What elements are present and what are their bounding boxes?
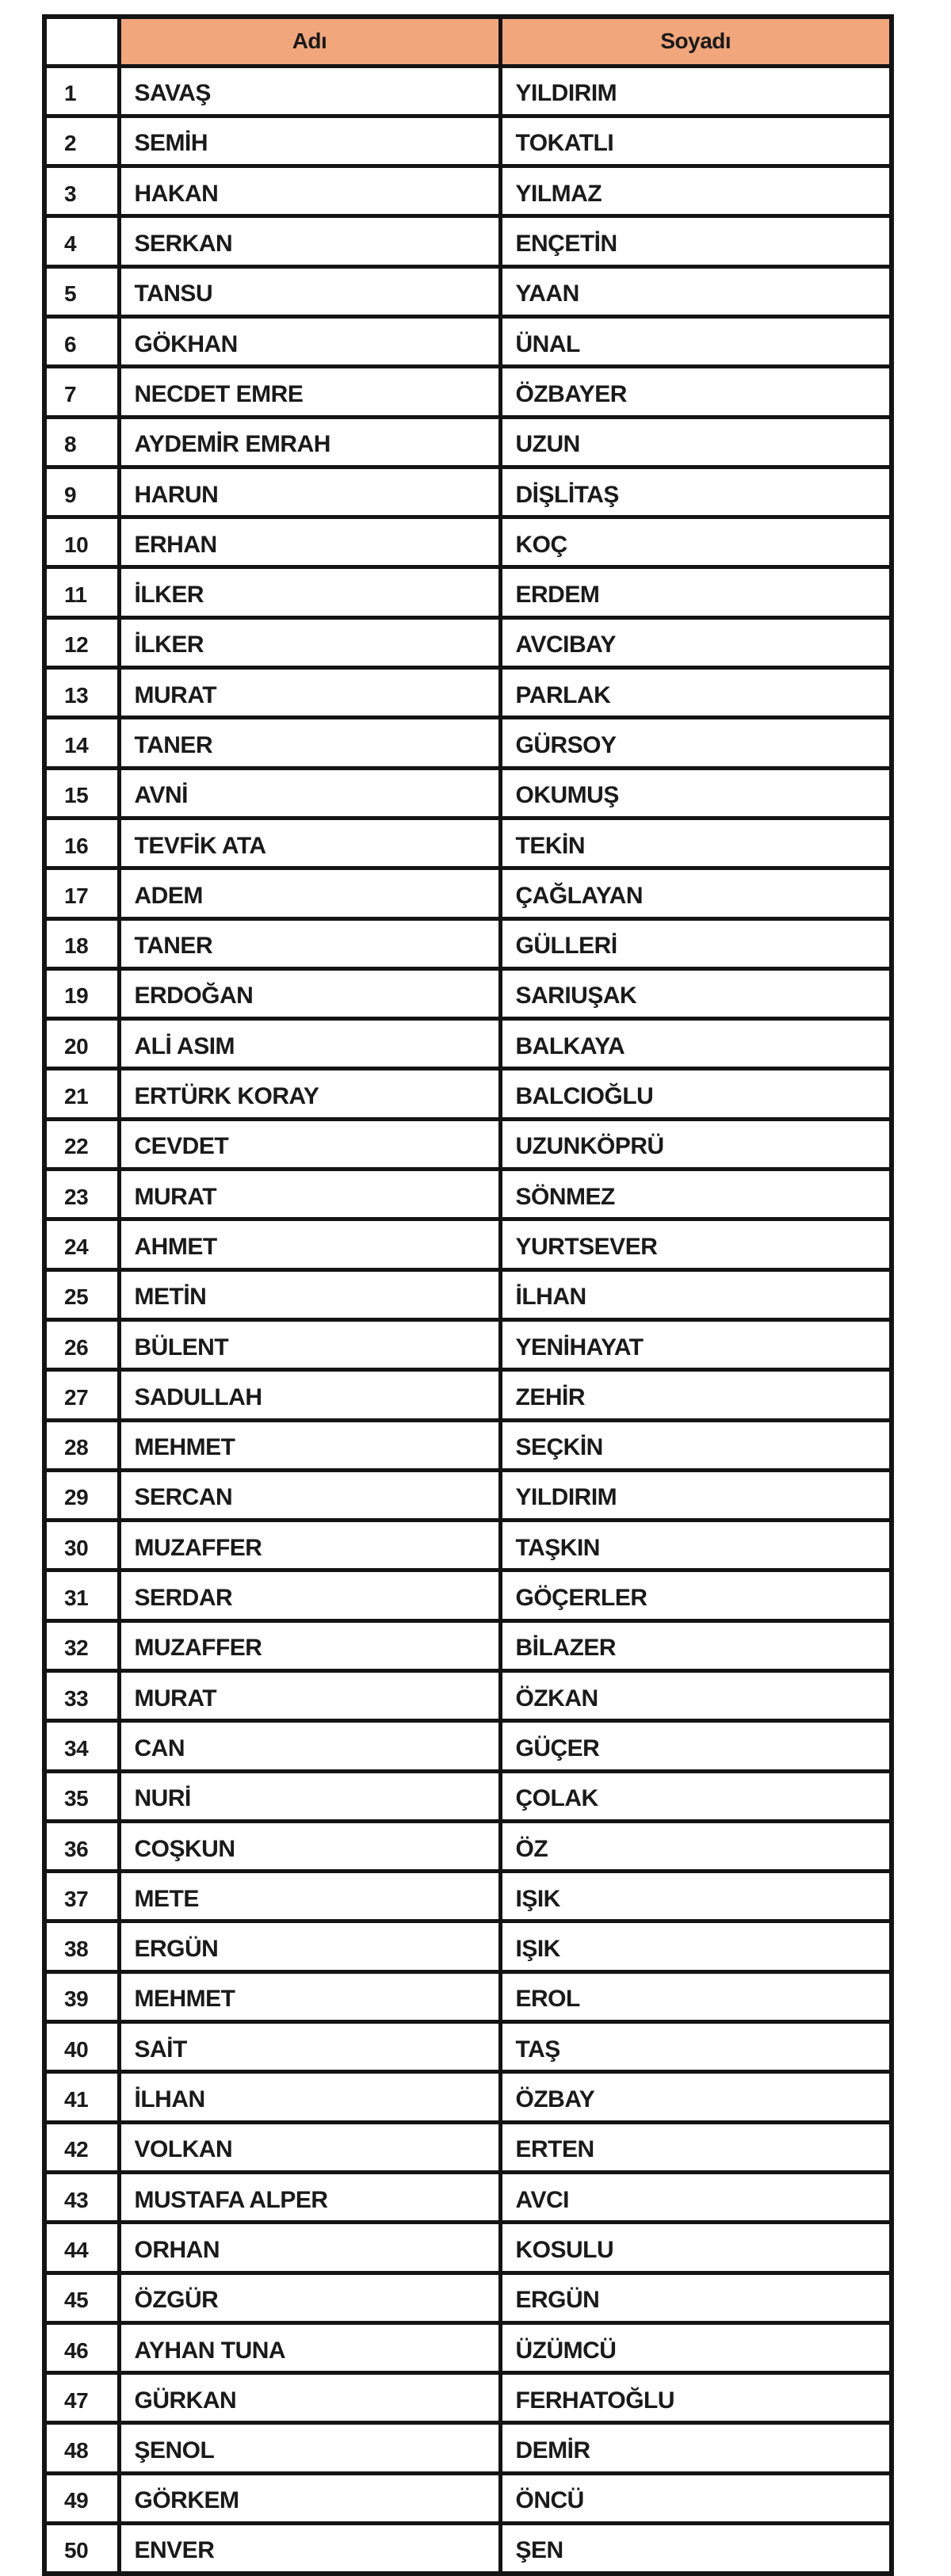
table-row — [44, 1771, 892, 1821]
row-number-cell: 26 — [44, 1319, 119, 1369]
first-name-cell: SAVAŞ — [119, 66, 500, 116]
table-row — [44, 1420, 892, 1470]
row-number-cell: 19 — [44, 968, 119, 1018]
first-name-cell: İLKER — [119, 617, 500, 667]
last-name-cell: GÜÇER — [500, 1721, 892, 1771]
last-name-cell: TAŞKIN — [500, 1521, 892, 1570]
row-number-cell: 17 — [44, 868, 119, 918]
first-name-cell: TEVFİK ATA — [119, 818, 500, 868]
row-number-cell: 35 — [44, 1771, 119, 1821]
table-row — [44, 2273, 892, 2322]
last-name-cell: AVCI — [500, 2172, 892, 2222]
table-row — [44, 1170, 892, 1219]
table-row — [44, 316, 892, 366]
row-number-cell: 23 — [44, 1170, 119, 1219]
row-number-cell: 20 — [44, 1019, 119, 1069]
header-cell-last-name: Soyadı — [500, 17, 892, 66]
header-cell-corner — [44, 17, 119, 66]
row-number-cell: 6 — [44, 316, 119, 366]
table-row — [44, 2022, 892, 2072]
first-name-cell: MURAT — [119, 1671, 500, 1721]
last-name-cell: ERDEM — [500, 567, 892, 617]
first-name-cell: ORHAN — [119, 2223, 500, 2273]
table-row — [44, 116, 892, 166]
table-row — [44, 66, 892, 116]
row-number-cell: 37 — [44, 1872, 119, 1922]
last-name-cell: UZUNKÖPRÜ — [500, 1119, 892, 1169]
table-row — [44, 868, 892, 918]
last-name-cell: ERTEN — [500, 2122, 892, 2172]
table-row — [44, 517, 892, 567]
last-name-cell: ŞEN — [500, 2524, 892, 2574]
row-number-cell: 46 — [44, 2322, 119, 2372]
row-number-cell: 8 — [44, 417, 119, 467]
first-name-cell: SAİT — [119, 2022, 500, 2072]
last-name-cell: GÖÇERLER — [500, 1570, 892, 1620]
row-number-cell: 32 — [44, 1620, 119, 1670]
first-name-cell: TANER — [119, 918, 500, 968]
table-row — [44, 467, 892, 517]
first-name-cell: ERHAN — [119, 517, 500, 567]
table-row — [44, 1370, 892, 1420]
first-name-cell: ERDOĞAN — [119, 968, 500, 1018]
first-name-cell: SEMİH — [119, 116, 500, 166]
last-name-cell: ÖZBAY — [500, 2072, 892, 2122]
last-name-cell: SÖNMEZ — [500, 1170, 892, 1219]
first-name-cell: HAKAN — [119, 166, 500, 216]
row-number-cell: 24 — [44, 1219, 119, 1269]
last-name-cell: BALKAYA — [500, 1019, 892, 1069]
row-number-cell: 39 — [44, 1971, 119, 2021]
first-name-cell: GÜRKAN — [119, 2373, 500, 2423]
last-name-cell: ÜZÜMCÜ — [500, 2322, 892, 2372]
table-row — [44, 1971, 892, 2021]
row-number-cell: 40 — [44, 2022, 119, 2072]
first-name-cell: AHMET — [119, 1219, 500, 1269]
first-name-cell: MURAT — [119, 668, 500, 718]
row-number-cell: 48 — [44, 2423, 119, 2473]
row-number-cell: 16 — [44, 818, 119, 868]
table-row — [44, 1269, 892, 1319]
row-number-cell: 11 — [44, 567, 119, 617]
last-name-cell: YILDIRIM — [500, 66, 892, 116]
row-number-cell: 50 — [44, 2524, 119, 2574]
row-number-cell: 22 — [44, 1119, 119, 1169]
last-name-cell: IŞIK — [500, 1872, 892, 1922]
last-name-cell: ÇOLAK — [500, 1771, 892, 1821]
row-number-cell: 3 — [44, 166, 119, 216]
header-cell-first-name: Adı — [119, 17, 500, 66]
last-name-cell: PARLAK — [500, 668, 892, 718]
first-name-cell: ENVER — [119, 2524, 500, 2574]
last-name-cell: ÜNAL — [500, 316, 892, 366]
document-page — [42, 14, 894, 2576]
row-number-cell: 36 — [44, 1821, 119, 1871]
last-name-cell: SEÇKİN — [500, 1420, 892, 1470]
row-number-cell: 44 — [44, 2223, 119, 2273]
table-row — [44, 2223, 892, 2273]
last-name-cell: DEMİR — [500, 2423, 892, 2473]
first-name-cell: MUSTAFA ALPER — [119, 2172, 500, 2222]
last-name-cell: TOKATLI — [500, 116, 892, 166]
last-name-cell: BİLAZER — [500, 1620, 892, 1670]
first-name-cell: GÖRKEM — [119, 2473, 500, 2523]
last-name-cell: YURTSEVER — [500, 1219, 892, 1269]
first-name-cell: ERGÜN — [119, 1922, 500, 1971]
last-name-cell: ENÇETİN — [500, 216, 892, 266]
table-row — [44, 216, 892, 266]
first-name-cell: METİN — [119, 1269, 500, 1319]
last-name-cell: ÖZ — [500, 1821, 892, 1871]
table-row — [44, 1872, 892, 1922]
last-name-cell: GÜRSOY — [500, 718, 892, 768]
table-row — [44, 266, 892, 316]
row-number-cell: 12 — [44, 617, 119, 667]
table-row — [44, 968, 892, 1018]
table-row — [44, 2072, 892, 2122]
first-name-cell: TANSU — [119, 266, 500, 316]
row-number-cell: 25 — [44, 1269, 119, 1319]
first-name-cell: HARUN — [119, 467, 500, 517]
row-number-cell: 21 — [44, 1069, 119, 1119]
table-row — [44, 668, 892, 718]
row-number-cell: 33 — [44, 1671, 119, 1721]
table-body — [44, 66, 892, 2574]
row-number-cell: 41 — [44, 2072, 119, 2122]
last-name-cell: UZUN — [500, 417, 892, 467]
table-row — [44, 2322, 892, 2372]
table-row — [44, 918, 892, 968]
first-name-cell: SERDAR — [119, 1570, 500, 1620]
first-name-cell: İLHAN — [119, 2072, 500, 2122]
last-name-cell: KOÇ — [500, 517, 892, 567]
table-row — [44, 166, 892, 216]
last-name-cell: ZEHİR — [500, 1370, 892, 1420]
first-name-cell: VOLKAN — [119, 2122, 500, 2172]
table-row — [44, 1721, 892, 1771]
row-number-cell: 34 — [44, 1721, 119, 1771]
table-row — [44, 2524, 892, 2574]
row-number-cell: 2 — [44, 116, 119, 166]
row-number-cell: 13 — [44, 668, 119, 718]
row-number-cell: 28 — [44, 1420, 119, 1470]
first-name-cell: MURAT — [119, 1170, 500, 1219]
row-number-cell: 31 — [44, 1570, 119, 1620]
last-name-cell: ÇAĞLAYAN — [500, 868, 892, 918]
table-row — [44, 2172, 892, 2222]
last-name-cell: TAŞ — [500, 2022, 892, 2072]
first-name-cell: TANER — [119, 718, 500, 768]
table-row — [44, 1620, 892, 1670]
row-number-cell: 43 — [44, 2172, 119, 2222]
table-row — [44, 818, 892, 868]
row-number-cell: 5 — [44, 266, 119, 316]
row-number-cell: 45 — [44, 2273, 119, 2322]
table-row — [44, 2423, 892, 2473]
table-row — [44, 768, 892, 818]
table-row — [44, 1671, 892, 1721]
last-name-cell: İLHAN — [500, 1269, 892, 1319]
first-name-cell: COŞKUN — [119, 1821, 500, 1871]
table-row — [44, 2473, 892, 2523]
last-name-cell: YILDIRIM — [500, 1470, 892, 1520]
row-number-cell: 1 — [44, 66, 119, 116]
first-name-cell: ŞENOL — [119, 2423, 500, 2473]
first-name-cell: NURİ — [119, 1771, 500, 1821]
row-number-cell: 7 — [44, 367, 119, 417]
header-row — [44, 17, 892, 66]
first-name-cell: SERKAN — [119, 216, 500, 266]
table-row — [44, 1521, 892, 1570]
last-name-cell: BALCIOĞLU — [500, 1069, 892, 1119]
first-name-cell: SERCAN — [119, 1470, 500, 1520]
table-row — [44, 617, 892, 667]
row-number-cell: 38 — [44, 1922, 119, 1971]
table-row — [44, 1470, 892, 1520]
row-number-cell: 15 — [44, 768, 119, 818]
first-name-cell: MUZAFFER — [119, 1521, 500, 1570]
table-row — [44, 1219, 892, 1269]
first-name-cell: ÖZGÜR — [119, 2273, 500, 2322]
first-name-cell: MUZAFFER — [119, 1620, 500, 1670]
first-name-cell: BÜLENT — [119, 1319, 500, 1369]
last-name-cell: KOSULU — [500, 2223, 892, 2273]
table-row — [44, 1019, 892, 1069]
first-name-cell: SADULLAH — [119, 1370, 500, 1420]
row-number-cell: 42 — [44, 2122, 119, 2172]
last-name-cell: GÜLLERİ — [500, 918, 892, 968]
last-name-cell: OKUMUŞ — [500, 768, 892, 818]
row-number-cell: 4 — [44, 216, 119, 266]
table-row — [44, 417, 892, 467]
table-row — [44, 1922, 892, 1971]
first-name-cell: MEHMET — [119, 1420, 500, 1470]
last-name-cell: ÖNCÜ — [500, 2473, 892, 2523]
first-name-cell: İLKER — [119, 567, 500, 617]
first-name-cell: CEVDET — [119, 1119, 500, 1169]
last-name-cell: ÖZKAN — [500, 1671, 892, 1721]
last-name-cell: ERGÜN — [500, 2273, 892, 2322]
last-name-cell: SARIUŞAK — [500, 968, 892, 1018]
row-number-cell: 9 — [44, 467, 119, 517]
table-row — [44, 1069, 892, 1119]
table-row — [44, 567, 892, 617]
first-name-cell: ALİ ASIM — [119, 1019, 500, 1069]
first-name-cell: AYDEMİR EMRAH — [119, 417, 500, 467]
table-row — [44, 1570, 892, 1620]
first-name-cell: ERTÜRK KORAY — [119, 1069, 500, 1119]
first-name-cell: METE — [119, 1872, 500, 1922]
first-name-cell: GÖKHAN — [119, 316, 500, 366]
row-number-cell: 27 — [44, 1370, 119, 1420]
first-name-cell: NECDET EMRE — [119, 367, 500, 417]
last-name-cell: DİŞLİTAŞ — [500, 467, 892, 517]
last-name-cell: YILMAZ — [500, 166, 892, 216]
last-name-cell: IŞIK — [500, 1922, 892, 1971]
table-row — [44, 2373, 892, 2423]
first-name-cell: ADEM — [119, 868, 500, 918]
last-name-cell: EROL — [500, 1971, 892, 2021]
row-number-cell: 29 — [44, 1470, 119, 1520]
table-row — [44, 367, 892, 417]
first-name-cell: AVNİ — [119, 768, 500, 818]
table-row — [44, 1119, 892, 1169]
name-surname-table — [42, 14, 894, 2576]
row-number-cell: 10 — [44, 517, 119, 567]
row-number-cell: 30 — [44, 1521, 119, 1570]
first-name-cell: MEHMET — [119, 1971, 500, 2021]
table-row — [44, 718, 892, 768]
last-name-cell: YENİHAYAT — [500, 1319, 892, 1369]
table-row — [44, 2122, 892, 2172]
last-name-cell: ÖZBAYER — [500, 367, 892, 417]
first-name-cell: AYHAN TUNA — [119, 2322, 500, 2372]
last-name-cell: TEKİN — [500, 818, 892, 868]
table-row — [44, 1319, 892, 1369]
first-name-cell: CAN — [119, 1721, 500, 1771]
row-number-cell: 14 — [44, 718, 119, 768]
row-number-cell: 47 — [44, 2373, 119, 2423]
table-row — [44, 1821, 892, 1871]
row-number-cell: 18 — [44, 918, 119, 968]
row-number-cell: 49 — [44, 2473, 119, 2523]
last-name-cell: FERHATOĞLU — [500, 2373, 892, 2423]
last-name-cell: YAAN — [500, 266, 892, 316]
last-name-cell: AVCIBAY — [500, 617, 892, 667]
